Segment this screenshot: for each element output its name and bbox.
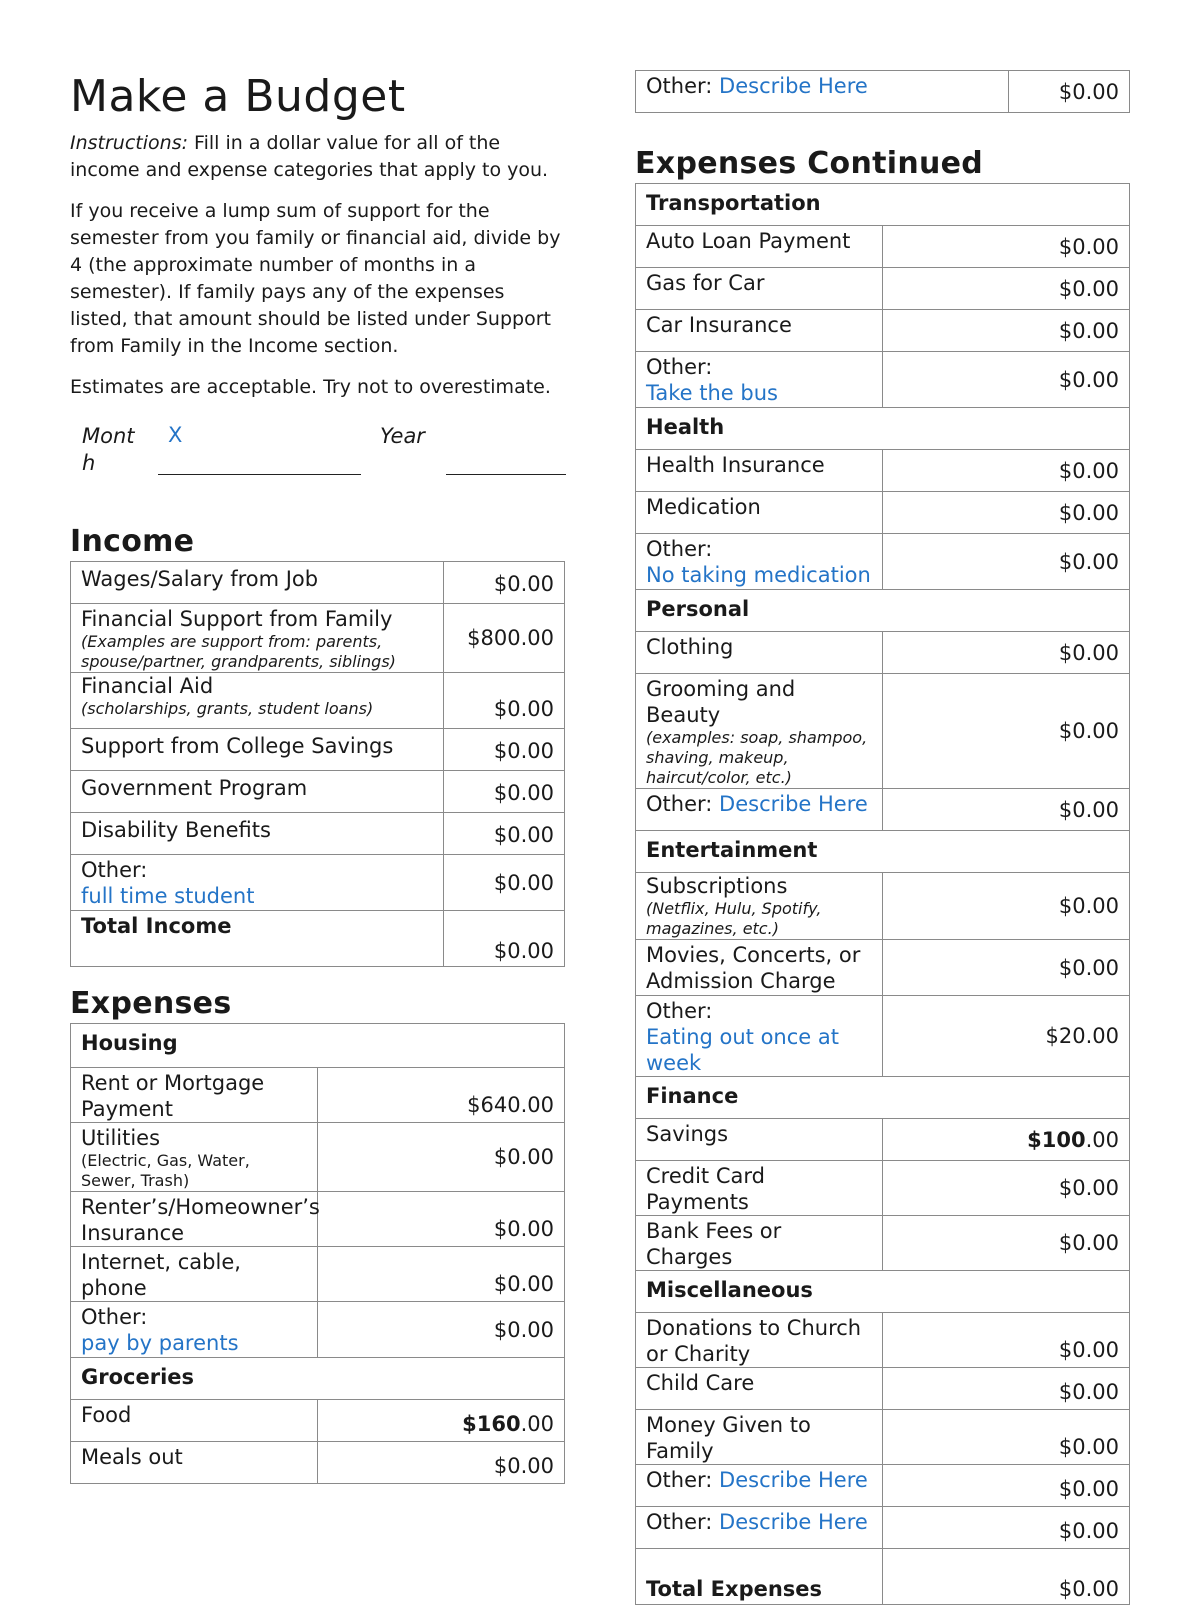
table-row <box>636 492 1130 534</box>
other-value[interactable]: Eating out once at week <box>646 1025 839 1075</box>
amount-cell[interactable]: $100.00 <box>883 1119 1130 1161</box>
month-field-line[interactable] <box>158 474 361 475</box>
category-entertainment: Entertainment <box>636 831 1130 873</box>
amount-cell[interactable]: $0.00 <box>883 352 1130 408</box>
table-row <box>71 911 565 967</box>
row-label: Child Care <box>636 1368 883 1410</box>
expenses-continued-table <box>635 183 1130 1605</box>
expenses-continued-heading: Expenses Continued <box>635 146 984 181</box>
year-field-line[interactable] <box>446 474 566 475</box>
amount-cell[interactable]: $0.00 <box>883 492 1130 534</box>
table-row <box>636 184 1130 226</box>
category-personal: Personal <box>636 590 1130 632</box>
amount-cell[interactable]: $160.00 <box>318 1400 565 1442</box>
amount-cell[interactable]: $0.00 <box>883 1216 1130 1271</box>
table-row <box>636 996 1130 1077</box>
row-label: Donations to Church or Charity <box>636 1313 883 1368</box>
instructions-text: Fill in a dollar value for all of the income and expense categories that apply to you. <box>70 132 549 181</box>
table-row <box>636 1368 1130 1410</box>
row-note: (examples: soap, shampoo, shaving, makeup, haircut/color, etc.) <box>646 728 868 787</box>
table-row <box>636 408 1130 450</box>
amount-cell[interactable]: $0.00 <box>1009 71 1130 113</box>
row-label: Disability Benefits <box>71 813 444 855</box>
other-value[interactable]: Describe Here <box>719 1468 868 1492</box>
category-housing: Housing <box>71 1024 565 1068</box>
expenses-heading: Expenses <box>70 986 232 1021</box>
total-income-amount: $0.00 <box>444 911 565 967</box>
table-row <box>636 940 1130 996</box>
amount-cell[interactable]: $0.00 <box>883 674 1130 789</box>
table-row <box>636 789 1130 831</box>
page-title: Make a Budget <box>70 71 406 122</box>
row-label: Utilities (Electric, Gas, Water, Sewer, Trash) <box>71 1123 318 1192</box>
row-label: Support from College Savings <box>71 729 444 771</box>
amount-cell[interactable]: $0.00 <box>444 771 565 813</box>
amount-cell[interactable]: $20.00 <box>883 996 1130 1077</box>
row-label: Other: Describe Here <box>636 1465 883 1507</box>
date-row <box>70 419 565 509</box>
row-label: Auto Loan Payment <box>636 226 883 268</box>
amount-cell[interactable]: $0.00 <box>883 940 1130 996</box>
amount-cell[interactable]: $800.00 <box>444 604 565 673</box>
table-row <box>636 1077 1130 1119</box>
amount-cell[interactable]: $0.00 <box>883 1161 1130 1216</box>
row-label: Car Insurance <box>636 310 883 352</box>
row-label: Savings <box>636 1119 883 1161</box>
table-row <box>636 1549 1130 1605</box>
left-column <box>70 70 565 1484</box>
amount-cell[interactable]: $0.00 <box>318 1123 565 1192</box>
row-note: (Netflix, Hulu, Spotify, magazines, etc.) <box>646 899 822 938</box>
category-health: Health <box>636 408 1130 450</box>
table-row <box>636 226 1130 268</box>
row-label: Other: Eating out once at week <box>636 996 883 1077</box>
table-row <box>71 771 565 813</box>
row-label: Other: No taking medication <box>636 534 883 590</box>
table-row <box>636 71 1130 113</box>
table-row <box>71 1442 565 1484</box>
row-label: Bank Fees or Charges <box>636 1216 883 1271</box>
amount-cell[interactable]: $0.00 <box>318 1302 565 1358</box>
table-row <box>636 1119 1130 1161</box>
row-label: Grooming and Beauty (examples: soap, shampoo, shaving, makeup, haircut/color, etc.) <box>636 674 883 789</box>
table-row <box>636 534 1130 590</box>
expenses-table <box>70 1023 565 1484</box>
income-table <box>70 561 565 967</box>
table-row <box>636 450 1130 492</box>
amount-cell[interactable]: $0.00 <box>883 1410 1130 1465</box>
amount-cell[interactable]: $0.00 <box>883 1313 1130 1368</box>
row-label: Government Program <box>71 771 444 813</box>
other-value[interactable]: No taking medication <box>646 563 871 587</box>
row-note: (Electric, Gas, Water, Sewer, Trash) <box>81 1151 250 1190</box>
table-row <box>636 268 1130 310</box>
amount-cell[interactable]: $0.00 <box>883 789 1130 831</box>
amount-cell[interactable]: $0.00 <box>444 813 565 855</box>
amount-cell[interactable]: $0.00 <box>444 673 565 729</box>
table-row <box>71 562 565 604</box>
row-label: Subscriptions (Netflix, Hulu, Spotify, magazines, etc.) <box>636 873 883 940</box>
row-note: (scholarships, grants, student loans) <box>81 699 374 718</box>
other-value[interactable]: Describe Here <box>719 74 868 98</box>
table-row <box>636 1410 1130 1465</box>
amount-cell[interactable]: $0.00 <box>883 268 1130 310</box>
table-row <box>71 1247 565 1302</box>
table-row <box>636 1313 1130 1368</box>
row-label: Renter’s/Homeowner’s Insurance <box>71 1192 318 1247</box>
total-income-label: Total Income <box>71 911 444 967</box>
row-label: Other: Describe Here <box>636 1507 883 1549</box>
row-label: Internet, cable, phone <box>71 1247 318 1302</box>
row-label: Other: Take the bus <box>636 352 883 408</box>
category-finance: Finance <box>636 1077 1130 1119</box>
amount-cell[interactable]: $0.00 <box>444 729 565 771</box>
total-expenses-label: Total Expenses <box>636 1549 883 1605</box>
row-label: Rent or Mortgage Payment <box>71 1068 318 1123</box>
month-label: Mont h <box>82 424 135 475</box>
amount-cell[interactable]: $0.00 <box>883 226 1130 268</box>
total-expenses-amount: $0.00 <box>883 1549 1130 1605</box>
amount-cell[interactable]: $0.00 <box>318 1192 565 1247</box>
table-row <box>636 831 1130 873</box>
amount-cell[interactable]: $0.00 <box>318 1442 565 1484</box>
amount-cell[interactable]: $0.00 <box>883 632 1130 674</box>
table-row <box>636 1216 1130 1271</box>
amount-cell[interactable]: $0.00 <box>318 1247 565 1302</box>
table-row <box>71 813 565 855</box>
category-transportation: Transportation <box>636 184 1130 226</box>
income-heading: Income <box>70 524 195 559</box>
amount-cell[interactable]: $0.00 <box>883 1507 1130 1549</box>
row-label: Financial Aid (scholarships, grants, student loans) <box>71 673 444 729</box>
table-row <box>71 729 565 771</box>
table-row <box>636 1507 1130 1549</box>
instructions-label: Instructions: <box>70 132 188 154</box>
table-row <box>71 1358 565 1400</box>
row-label: Gas for Car <box>636 268 883 310</box>
row-label: Clothing <box>636 632 883 674</box>
table-row <box>636 1465 1130 1507</box>
amount-cell[interactable]: $0.00 <box>883 873 1130 940</box>
other-value[interactable]: pay by parents <box>81 1331 239 1355</box>
table-row <box>71 1400 565 1442</box>
amount-cell[interactable]: $0.00 <box>883 450 1130 492</box>
table-row <box>71 1068 565 1123</box>
month-value[interactable]: X <box>168 423 183 447</box>
estimates-paragraph: Estimates are acceptable. Try not to overestimate. <box>70 376 551 398</box>
table-row <box>71 1302 565 1358</box>
amount-cell[interactable]: $0.00 <box>883 534 1130 590</box>
table-row <box>636 873 1130 940</box>
table-row <box>636 674 1130 789</box>
other-value[interactable]: full time student <box>81 884 255 908</box>
amount-cell[interactable]: $0.00 <box>883 1368 1130 1410</box>
other-value[interactable]: Describe Here <box>719 792 868 816</box>
table-row <box>636 352 1130 408</box>
amount-cell[interactable]: $0.00 <box>444 855 565 911</box>
lump-sum-paragraph: If you receive a lump sum of support for the semester from you family or financial aid, divide by 4 (the approximate number of months in a semester). If family pays any of the expenses listed, that amount should be listed under Support from Family in the Income section. <box>70 200 561 357</box>
row-label: Other: Describe Here <box>636 71 1009 113</box>
row-label: Movies, Concerts, or Admission Charge <box>636 940 883 996</box>
row-label: Credit Card Payments <box>636 1161 883 1216</box>
row-label: Wages/Salary from Job <box>71 562 444 604</box>
row-label: Meals out <box>71 1442 318 1484</box>
category-miscellaneous: Miscellaneous <box>636 1271 1130 1313</box>
row-label: Financial Support from Family (Examples are support from: parents, spouse/partner, grandparents, siblings) <box>71 604 444 673</box>
table-row <box>71 1192 565 1247</box>
table-row <box>636 1271 1130 1313</box>
row-label: Other: full time student <box>71 855 444 911</box>
amount-cell[interactable]: $0.00 <box>883 1465 1130 1507</box>
row-label: Health Insurance <box>636 450 883 492</box>
table-row <box>636 590 1130 632</box>
continued-top-table <box>635 70 1130 113</box>
table-row <box>636 632 1130 674</box>
other-value[interactable]: Take the bus <box>646 381 778 405</box>
row-label: Money Given to Family <box>636 1410 883 1465</box>
amount-cell[interactable]: $640.00 <box>318 1068 565 1123</box>
row-note: (Examples are support from: parents, spouse/partner, grandparents, siblings) <box>81 632 396 671</box>
amount-cell[interactable]: $0.00 <box>883 310 1130 352</box>
row-label: Other: pay by parents <box>71 1302 318 1358</box>
row-label: Food <box>71 1400 318 1442</box>
table-row <box>71 1123 565 1192</box>
table-row <box>636 310 1130 352</box>
other-value[interactable]: Describe Here <box>719 1510 868 1534</box>
table-row <box>71 1024 565 1068</box>
row-label: Other: Describe Here <box>636 789 883 831</box>
category-groceries: Groceries <box>71 1358 565 1400</box>
table-row <box>636 1161 1130 1216</box>
table-row <box>71 855 565 911</box>
right-column <box>635 70 1130 1605</box>
table-row <box>71 604 565 673</box>
instructions-paragraph <box>70 130 565 184</box>
amount-cell[interactable]: $0.00 <box>444 562 565 604</box>
year-label: Year <box>380 424 425 448</box>
table-row <box>71 673 565 729</box>
row-label: Medication <box>636 492 883 534</box>
